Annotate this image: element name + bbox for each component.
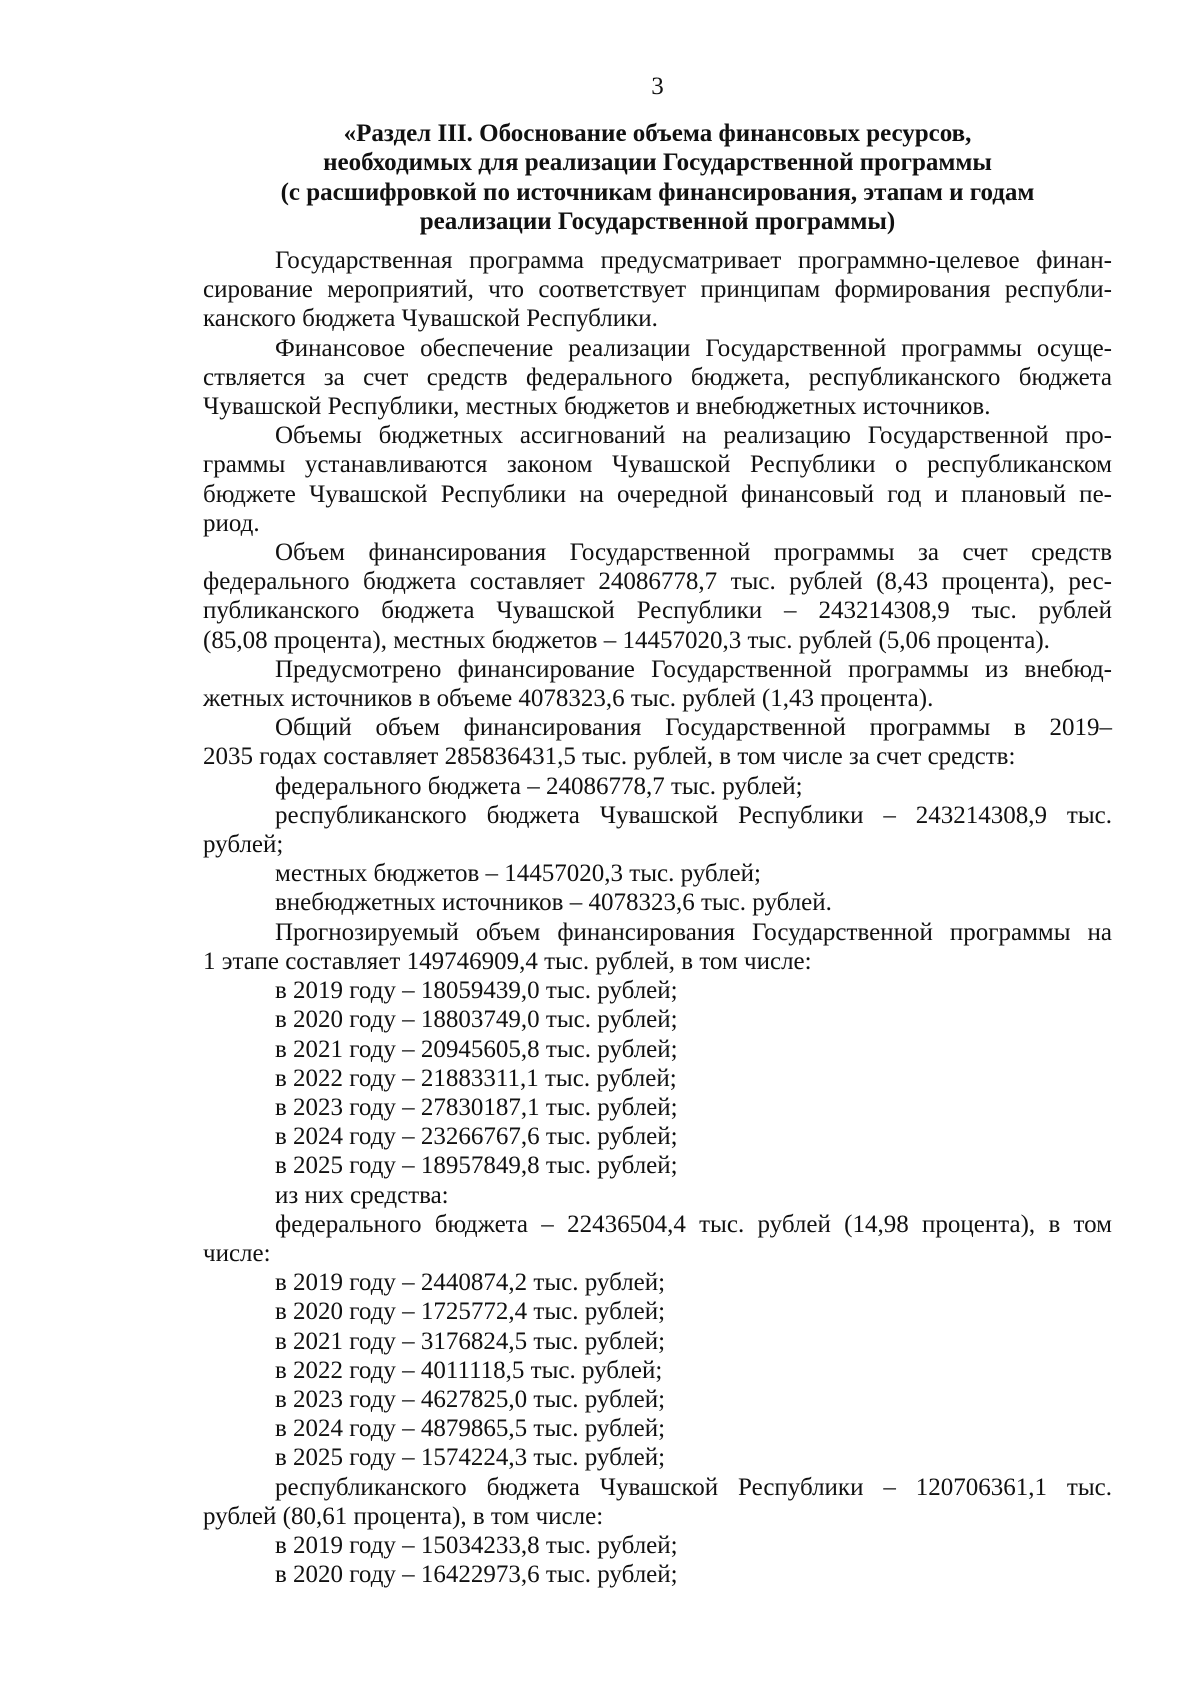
text-line: в 2019 году – 15034233,8 тыс. рублей; [275,1531,678,1559]
text-line: ствляется за счет средств федерального бюджета, республиканского бюджета [203,363,1112,391]
text-line: в 2021 году – 20945605,8 тыс. рублей; [275,1035,678,1063]
section-title-line: «Раздел III. Обоснование объема финансовых ресурсов, [343,120,972,148]
text-line: (85,08 процента), местных бюджетов – 14457020,3 тыс. рублей (5,06 процента). [203,626,1050,654]
text-line: в 2022 году – 4011118,5 тыс. рублей; [275,1356,663,1384]
text-line: в 2025 году – 1574224,3 тыс. рублей; [275,1444,666,1472]
text-line: федерального бюджета составляет 24086778,7 тыс. рублей (8,43 процента), рес- [203,568,1112,596]
text-line: республиканского бюджета Чувашской Республики – 120706361,1 тыс. [275,1473,1112,1501]
text-line: внебюджетных источников – 4078323,6 тыс. рублей. [275,889,832,917]
text-line: в 2025 году – 18957849,8 тыс. рублей; [275,1152,678,1180]
text-line: местных бюджетов – 14457020,3 тыс. рублей; [275,860,761,888]
text-line: граммы устанавливаются законом Чувашской Республики о республиканском [203,451,1112,479]
text-line: в 2020 году – 1725772,4 тыс. рублей; [275,1298,666,1326]
text-line: в 2024 году – 23266767,6 тыс. рублей; [275,1123,678,1151]
text-line: бюджете Чувашской Республики на очередной финансовый год и плановый пе- [203,480,1112,508]
section-title-line: необходимых для реализации Государственной программы [323,149,992,177]
text-line: риод. [203,509,260,537]
text-line: республиканского бюджета Чувашской Республики – 243214308,9 тыс. [275,801,1112,829]
section-title-line: реализации Государственной программы) [419,207,896,235]
text-line: 2035 годах составляет 285836431,5 тыс. рублей, в том числе за счет средств: [203,743,1016,771]
text-line: в 2023 году – 27830187,1 тыс. рублей; [275,1093,678,1121]
text-line: федерального бюджета – 22436504,4 тыс. рублей (14,98 процента), в том [275,1210,1112,1238]
text-line: в 2022 году – 21883311,1 тыс. рублей; [275,1064,677,1092]
text-line: Чувашской Республики, местных бюджетов и внебюджетных источников. [203,393,991,421]
text-line: публиканского бюджета Чувашской Республики – 243214308,9 тыс. рублей [203,597,1112,625]
text-line: Государственная программа предусматривает программно-целевое финан- [275,247,1112,275]
text-line: Общий объем финансирования Государственной программы в 2019– [275,714,1112,742]
page-number: 3 [651,73,664,100]
text-line: 1 этапе составляет 149746909,4 тыс. рублей, в том числе: [203,947,812,975]
text-line: Предусмотрено финансирование Государственной программы из внебюд- [275,655,1112,683]
text-line: федерального бюджета – 24086778,7 тыс. рублей; [275,772,803,800]
text-line: рублей; [203,831,284,859]
text-line: в 2023 году – 4627825,0 тыс. рублей; [275,1385,666,1413]
text-line: Объем финансирования Государственной программы за счет средств [275,539,1112,567]
text-line: в 2020 году – 16422973,6 тыс. рублей; [275,1561,678,1589]
text-line: Объемы бюджетных ассигнований на реализацию Государственной про- [275,422,1112,450]
section-title [203,119,1112,236]
text-line: из них средства: [275,1181,449,1209]
text-line: рублей (80,61 процента), в том числе: [203,1502,604,1530]
text-line: в 2021 году – 3176824,5 тыс. рублей; [275,1327,666,1355]
text-line: в 2019 году – 2440874,2 тыс. рублей; [275,1269,666,1297]
text-line: в 2019 году – 18059439,0 тыс. рублей; [275,977,678,1005]
text-line: Финансовое обеспечение реализации Государственной программы осуще- [275,334,1112,362]
text-line: числе: [203,1239,271,1267]
text-line: в 2020 году – 18803749,0 тыс. рублей; [275,1006,678,1034]
text-line: канского бюджета Чувашской Республики. [203,305,658,333]
text-line: Прогнозируемый объем финансирования Государственной программы на [275,918,1112,946]
body-text [203,246,1112,1589]
text-line: жетных источников в объеме 4078323,6 тыс. рублей (1,43 процента). [203,685,934,713]
text-line: сирование мероприятий, что соответствует принципам формирования республи- [203,276,1112,304]
section-title-line: (с расшифровкой по источникам финансирования, этапам и годам [280,178,1035,206]
text-line: в 2024 году – 4879865,5 тыс. рублей; [275,1415,666,1443]
